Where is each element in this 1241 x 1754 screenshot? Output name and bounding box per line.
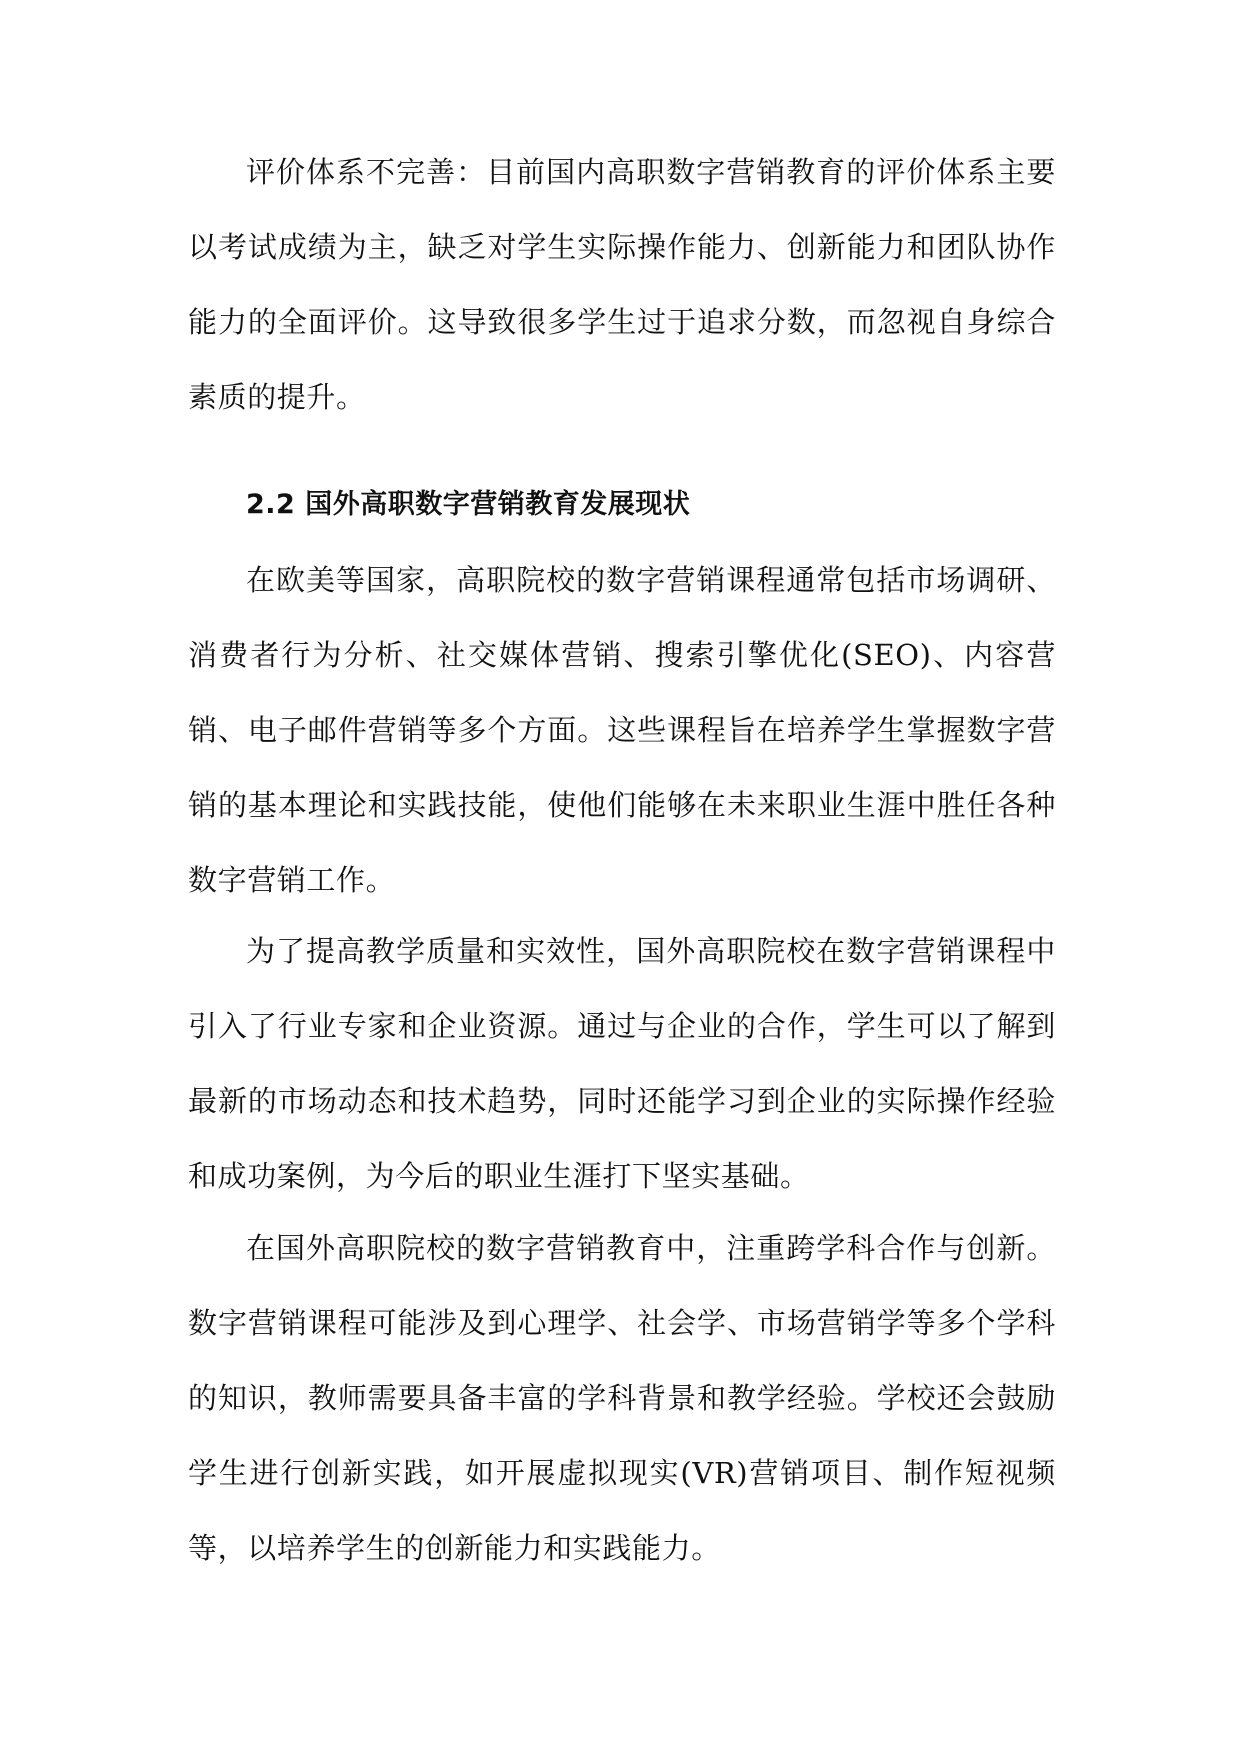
paragraph-curriculum: 在欧美等国家，高职院校的数字营销课程通常包括市场调研、消费者行为分析、社交媒体营销、搜索引擎优化(SEO)、内容营销、电子邮件营销等多个方面。这些课程旨在培养学生掌握数字营销的基本理论和实践技能，使他们能够在未来职业生涯中胜任各种数字营销工作。 [188, 563, 1056, 897]
paragraph-evaluation-system: 评价体系不完善：目前国内高职数字营销教育的评价体系主要以考试成绩为主，缺乏对学生实际操作能力、创新能力和团队协作能力的全面评价。这导致很多学生过于追求分数，而忽视自身综合素质的提升。 [188, 155, 1056, 414]
paragraph-interdisciplinary: 在国外高职院校的数字营销教育中，注重跨学科合作与创新。数字营销课程可能涉及到心理学、社会学、市场营销学等多个学科的知识，教师需要具备丰富的学科背景和教学经验。学校还会鼓励学生进行创新实践，如开展虚拟现实(VR)营销项目、制作短视频等，以培养学生的创新能力和实践能力。 [188, 1231, 1056, 1565]
section-heading-2-2: 2.2 国外高职数字营销教育发展现状 [246, 489, 691, 520]
paragraph-industry-resources: 为了提高教学质量和实效性，国外高职院校在数字营销课程中引入了行业专家和企业资源。通过与企业的合作，学生可以了解到最新的市场动态和技术趋势，同时还能学习到企业的实际操作经验和成功案例，为今后的职业生涯打下坚实基础。 [188, 934, 1056, 1193]
